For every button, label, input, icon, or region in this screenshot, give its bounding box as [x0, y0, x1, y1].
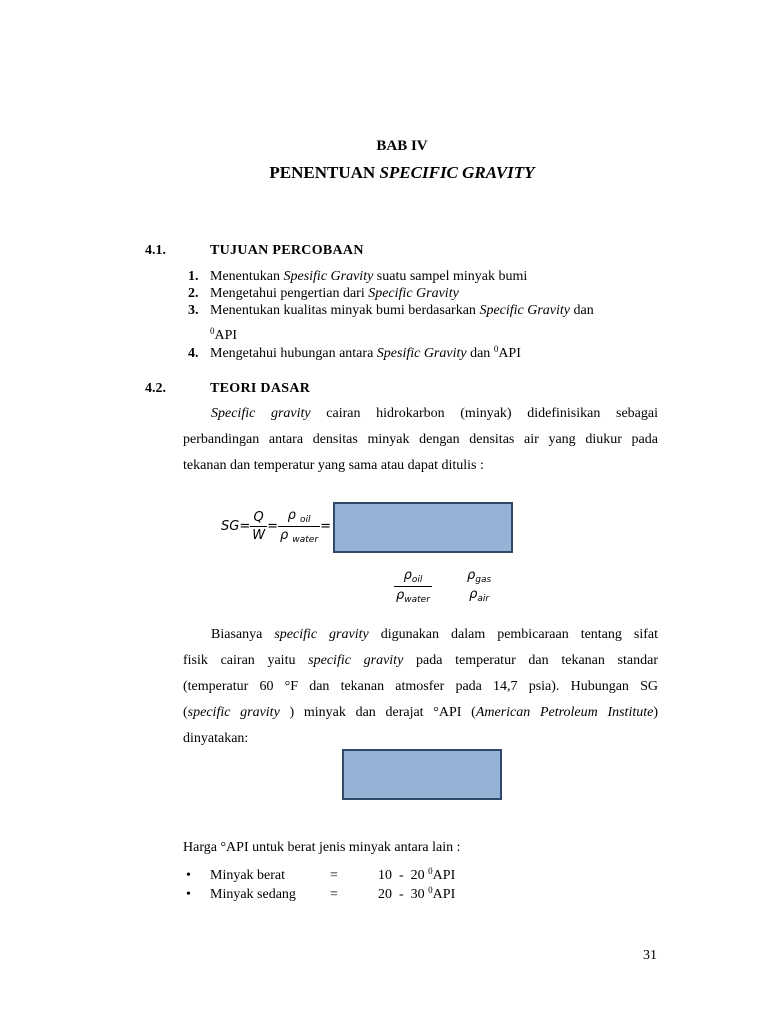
- item-text: Menentukan: [210, 269, 284, 284]
- equals: =: [330, 887, 338, 902]
- paragraph-line: (temperatur 60 °F dan tekanan atmosfer pada 14,7 psia). Hubungan SG: [183, 679, 658, 694]
- fraction-rho-oil-water: [278, 508, 320, 545]
- item-text: suatu sampel minyak bumi: [373, 269, 528, 284]
- line-text: Biasanya: [211, 627, 275, 642]
- numerator: [394, 568, 432, 587]
- line-text: pada temperatur dan tekanan standar: [403, 653, 658, 668]
- oil-type: Minyak sedang: [210, 887, 296, 902]
- item-text: dan: [570, 303, 594, 318]
- rho-symbol: ρ: [280, 528, 289, 543]
- line-text: fisik cairan yaitu: [183, 653, 309, 668]
- formula-lhs: SG: [221, 519, 240, 534]
- degree-sup: 0: [210, 326, 215, 336]
- paragraph-line: [183, 648, 658, 674]
- item-italic: Spesific Gravity: [376, 346, 467, 361]
- degree-sup: 0: [428, 885, 433, 895]
- paragraph-line: perbandingan antara densitas minyak dengan densitas air yang diukur pada: [183, 432, 658, 447]
- fraction-q-w: [250, 510, 267, 543]
- item-text: API: [498, 346, 521, 361]
- paragraph-definition: [183, 401, 658, 479]
- fraction: [394, 568, 432, 605]
- equals: =: [330, 868, 338, 883]
- api-range: 20 - 30: [378, 887, 425, 902]
- title-italic: SPECIFIC GRAVITY: [379, 163, 535, 182]
- item-number: 1.: [188, 269, 199, 284]
- page-number: 31: [643, 948, 657, 963]
- denominator: [278, 527, 320, 545]
- formula-rho-oil-water: [394, 568, 432, 605]
- objective-item-3: [188, 302, 594, 319]
- section-1-number: 4.1.: [145, 243, 166, 258]
- term-italic: specific gravity: [274, 627, 369, 642]
- rho-symbol: ρ: [403, 568, 412, 583]
- rho-symbol: ρ: [287, 508, 296, 523]
- item-number: 3.: [188, 303, 199, 318]
- api-unit: API: [432, 887, 456, 902]
- subscript: oil: [299, 515, 311, 525]
- formula-rho-gas-air: [465, 568, 493, 604]
- subscript: oil: [411, 575, 423, 585]
- paragraph-line: dinyatakan:: [183, 731, 249, 746]
- formula-equals: =: [320, 519, 331, 534]
- rho-symbol: ρ: [467, 568, 476, 583]
- denominator: [465, 586, 493, 604]
- denominator: [394, 587, 432, 605]
- oil-type: Minyak berat: [210, 868, 286, 883]
- item-number: 4.: [188, 346, 199, 361]
- section-2-number: 4.2.: [145, 381, 166, 396]
- item-italic: Specific Gravity: [479, 303, 571, 318]
- api-range: 10 - 20: [378, 868, 425, 883]
- degree-sup: 0: [493, 344, 499, 354]
- fraction: [465, 568, 493, 604]
- rho-symbol: ρ: [469, 587, 478, 602]
- objective-item-2: [188, 285, 459, 302]
- chapter-heading: BAB IV: [376, 138, 428, 154]
- line-text: (: [183, 705, 188, 720]
- subscript: air: [477, 594, 490, 604]
- api-unit: API: [432, 868, 456, 883]
- term-italic: Specific gravity: [211, 406, 311, 421]
- paragraph-line: tekanan dan temperatur yang sama atau dapat ditulis :: [183, 458, 484, 473]
- paragraph-standard-conditions: [183, 622, 658, 752]
- chapter-title: [0, 163, 768, 183]
- term-italic: specific gravity: [187, 705, 280, 720]
- item-number: 2.: [188, 286, 199, 301]
- paragraph-line: [183, 622, 658, 648]
- denominator: W: [252, 528, 266, 543]
- term-italic: American Petroleum Institute: [475, 705, 654, 720]
- item-italic: Specific Gravity: [368, 286, 459, 301]
- formula-equals: =: [267, 519, 278, 534]
- formula-sg: [221, 508, 331, 545]
- objective-item-1: [188, 268, 527, 285]
- api-list-item-heavy: [186, 868, 455, 884]
- item-text: API: [214, 328, 238, 343]
- item-text: dan: [466, 346, 494, 361]
- rho-symbol: ρ: [396, 588, 405, 603]
- line-text: cairan hidrokarbon (minyak) didefinisikan sebagai: [310, 406, 659, 421]
- paragraph-line: [183, 401, 658, 427]
- section-1-title: TUJUAN PERCOBAAN: [210, 243, 364, 258]
- subscript: gas: [475, 575, 492, 585]
- line-text: digunakan dalam pembicaraan tentang sifat: [368, 627, 658, 642]
- api-list-item-medium: [186, 887, 455, 903]
- bullet: •: [186, 868, 191, 883]
- formula-api-image-placeholder: [342, 749, 502, 800]
- section-2-title: TEORI DASAR: [210, 381, 311, 396]
- subscript: water: [292, 535, 319, 545]
- formula-image-placeholder: [333, 502, 513, 553]
- numerator: [278, 508, 320, 527]
- formula-equals: =: [239, 519, 251, 534]
- numerator: [465, 568, 493, 586]
- objective-item-4: [188, 345, 521, 362]
- degree-sup: 0: [428, 866, 433, 876]
- term-italic: specific gravity: [308, 653, 404, 668]
- numerator: Q: [250, 510, 267, 527]
- item-text: Mengetahui hubungan antara: [210, 346, 377, 361]
- paragraph-line: [183, 700, 658, 726]
- api-intro-text: Harga °API untuk berat jenis minyak antara lain :: [183, 840, 461, 855]
- item-italic: Spesific Gravity: [283, 269, 374, 284]
- objective-item-3-continuation: [210, 327, 237, 344]
- subscript: water: [404, 595, 430, 605]
- bullet: •: [186, 887, 191, 902]
- title-plain: PENENTUAN: [269, 163, 380, 182]
- item-text: Menentukan kualitas minyak bumi berdasarkan: [210, 303, 480, 318]
- item-text: Mengetahui pengertian dari: [210, 286, 369, 301]
- line-text: ): [653, 705, 659, 720]
- line-text: ) minyak dan derajat °API (: [279, 705, 476, 720]
